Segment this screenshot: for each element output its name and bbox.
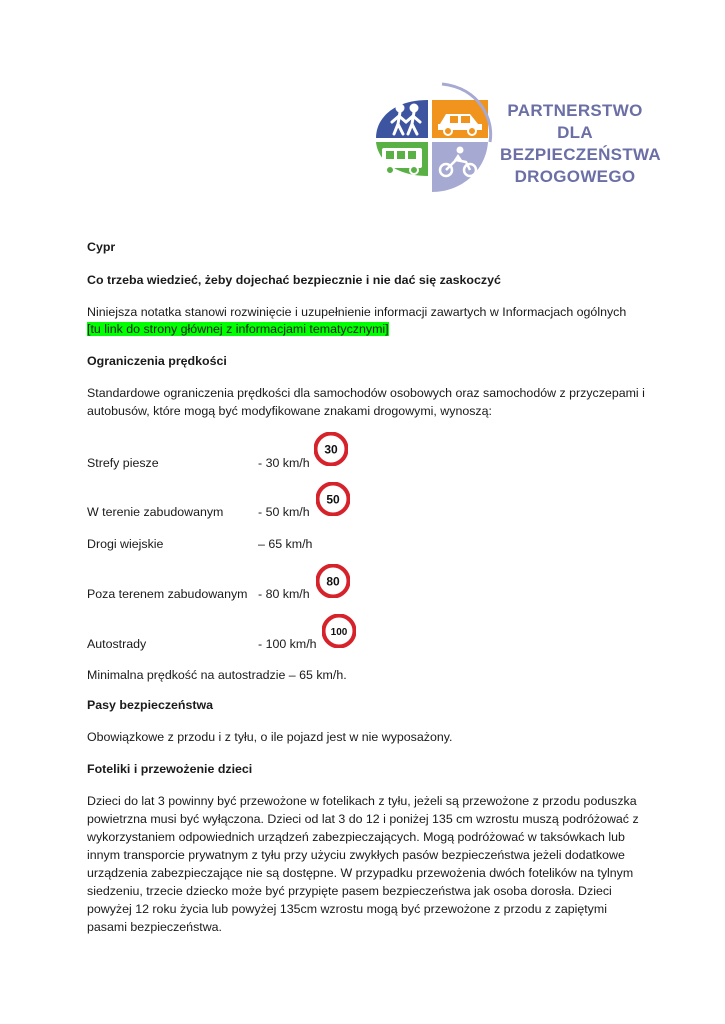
child-line: pasami bezpieczeństwa. bbox=[87, 920, 222, 934]
logo-line: PARTNERSTWO bbox=[507, 101, 643, 120]
logo bbox=[370, 80, 661, 200]
speed-minimum: Minimalna prędkość na autostradzie – 65 km/h. bbox=[87, 668, 347, 682]
child-line: siedzeniu, trzecie dziecko może być przypięte pasem bezpieczeństwa jak osoba dorosła. Dzieci bbox=[87, 884, 612, 898]
speed-row-label: Autostrady bbox=[87, 637, 147, 651]
page-title: Cypr bbox=[87, 240, 116, 254]
speed-limit-30-sign-icon bbox=[314, 432, 348, 466]
sign-number: 80 bbox=[326, 574, 340, 589]
intro-link[interactable]: [tu link do strony głównej z informacjami tematycznymi] bbox=[87, 322, 389, 336]
speed-limit-50-sign-icon bbox=[316, 482, 350, 516]
belts-heading: Pasy bezpieczeństwa bbox=[87, 698, 214, 712]
speed-row-value: – 65 km/h bbox=[258, 537, 313, 551]
page-subtitle: Co trzeba wiedzieć, żeby dojechać bezpiecznie i nie dać się zaskoczyć bbox=[87, 273, 501, 287]
sign-number: 50 bbox=[326, 492, 340, 507]
sign-number: 100 bbox=[330, 627, 348, 638]
logo-line: DROGOWEGO bbox=[514, 167, 636, 186]
speed-intro-line: Standardowe ograniczenia prędkości dla samochodów osobowych oraz samochodów z przyczepami i bbox=[87, 386, 645, 400]
child-line: powyżej 12 roku życia lub powyżej 135cm wzrostu mogą być przewożone z przodu z zapiętymi bbox=[87, 902, 607, 916]
intro-text: Niniejsza notatka stanowi rozwinięcie i uzupełnienie informacji zawartych w Informacjach ogólnych bbox=[87, 305, 627, 319]
speed-row-label: W terenie zabudowanym bbox=[87, 505, 224, 519]
child-heading: Foteliki i przewożenie dzieci bbox=[87, 762, 253, 776]
child-line: urządzenia zabezpieczające nie są dostępne. W przypadku przewożenia dwóch fotelików na tylnym bbox=[87, 866, 634, 880]
logo-line: BEZPIECZEŃSTWA bbox=[500, 145, 661, 164]
sign-number: 30 bbox=[324, 442, 338, 457]
speed-heading: Ograniczenia prędkości bbox=[87, 354, 227, 368]
belts-text: Obowiązkowe z przodu i z tyłu, o ile pojazd jest w nie wyposażony. bbox=[87, 730, 453, 744]
speed-limit-80-sign-icon bbox=[316, 564, 350, 598]
logo-line: DLA bbox=[557, 123, 593, 142]
child-line: innym transporcie prywatnym z tyłu przy użyciu zwykłych pasów bezpieczeństwa jeżeli dodatkowe bbox=[87, 848, 625, 862]
speed-row-value: - 30 km/h bbox=[258, 456, 310, 470]
speed-row-value: - 80 km/h bbox=[258, 587, 310, 601]
speed-row-value: - 50 km/h bbox=[258, 505, 310, 519]
logo-emblem-icon bbox=[370, 80, 495, 200]
speed-limit-100-sign-icon bbox=[322, 614, 356, 648]
child-line: Dzieci do lat 3 powinny być przewożone w fotelikach z tyłu, jeżeli są przewożone z przodu poduszka bbox=[87, 794, 637, 808]
speed-row-label: Strefy piesze bbox=[87, 456, 159, 470]
speed-row-label: Drogi wiejskie bbox=[87, 537, 164, 551]
speed-row-value: - 100 km/h bbox=[258, 637, 317, 651]
child-line: wykorzystaniem odpowiednich urządzeń zabezpieczających. Mogą podróżować w taksówkach lub bbox=[87, 830, 625, 844]
speed-row-label: Poza terenem zabudowanym bbox=[87, 587, 248, 601]
speed-intro-line: autobusów, które mogą być modyfikowane znakami drogowymi, wynoszą: bbox=[87, 404, 492, 418]
child-line: powietrzna musi być wyłączona. Dzieci od lat 3 do 12 i poniżej 135 cm wzrostu muszą podróżować z bbox=[87, 812, 639, 826]
